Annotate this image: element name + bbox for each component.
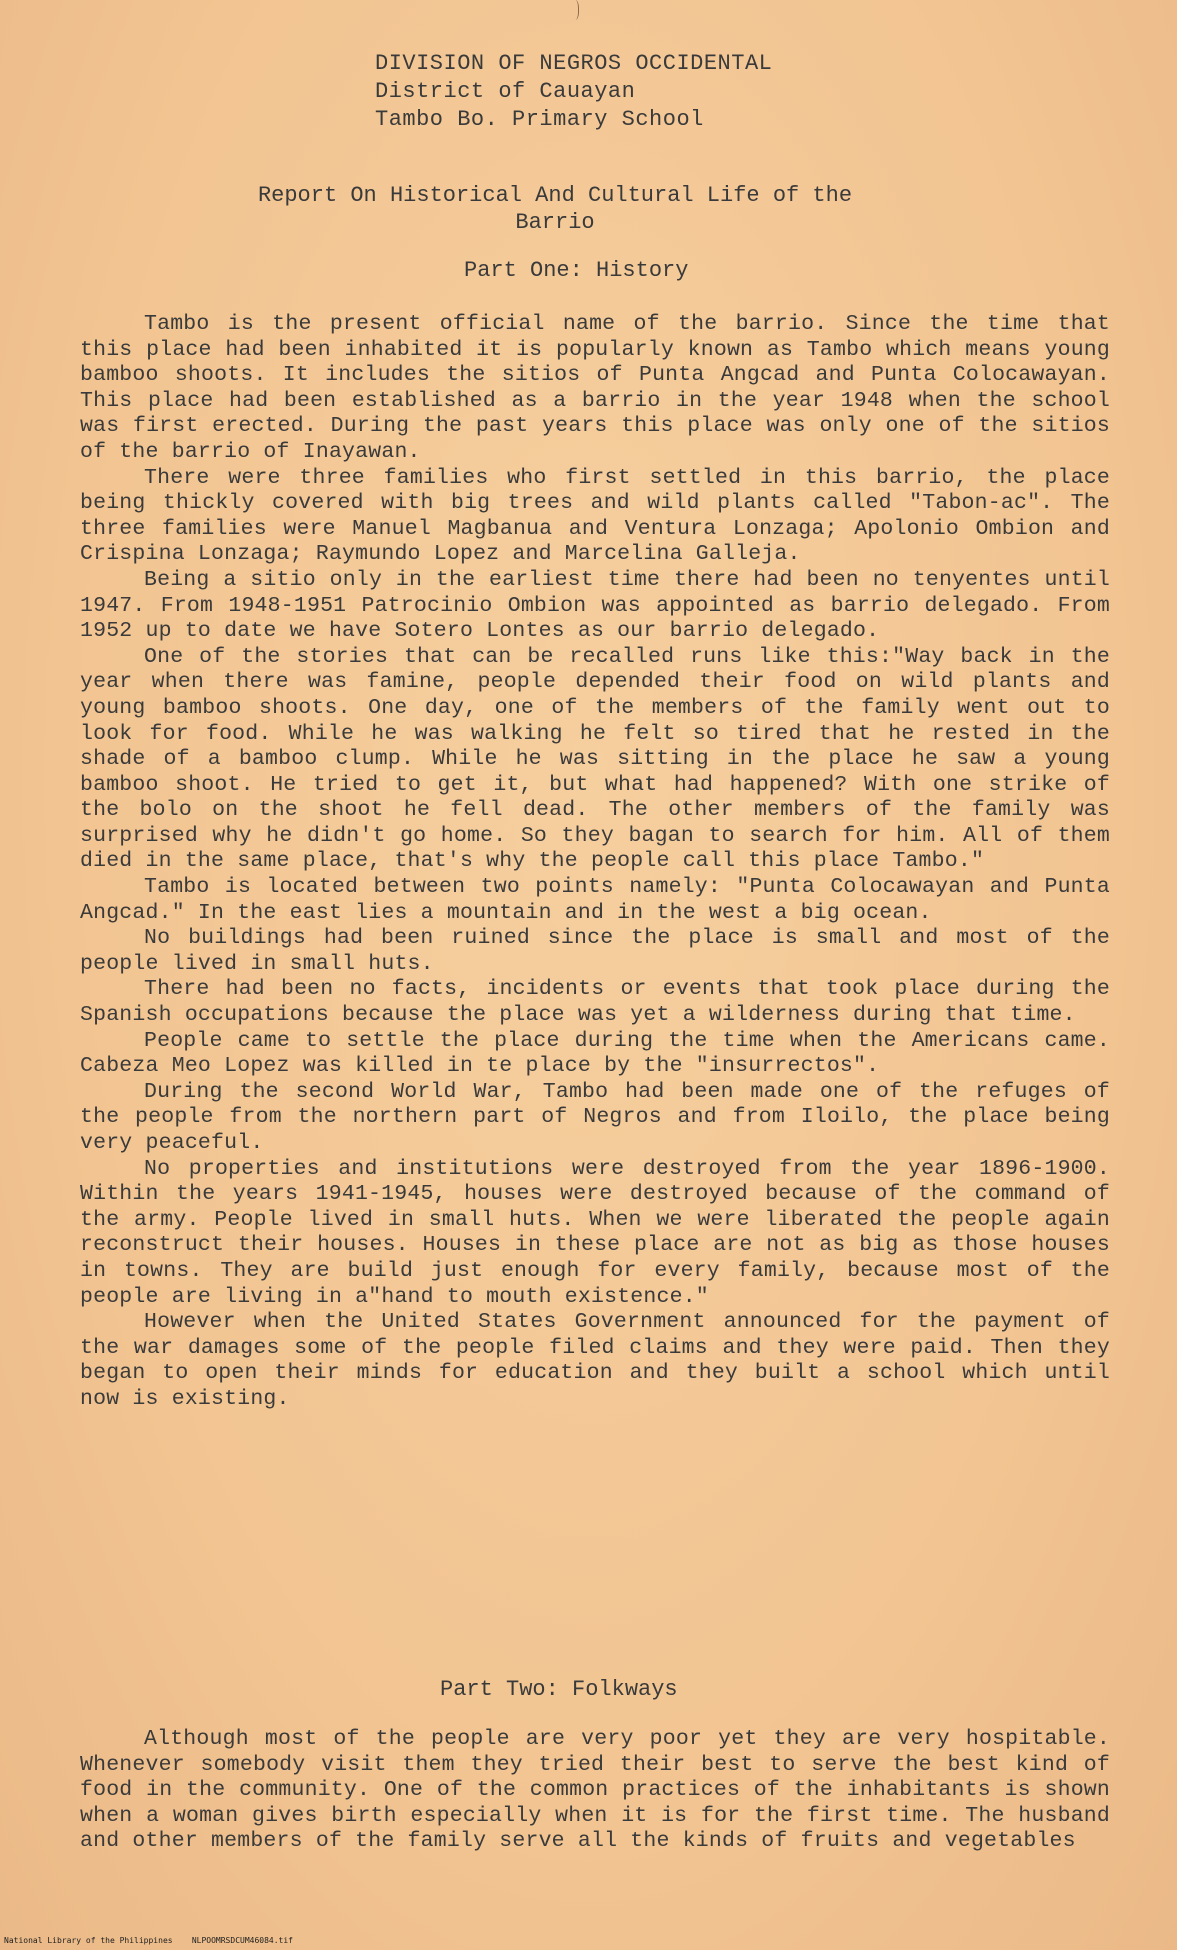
paragraph: People came to settle the place during the time when the Americans came. Cabeza Meo Lopez was killed in te place by the "insurrectos".: [80, 1028, 1110, 1079]
header-district: District of Cauayan: [375, 79, 636, 104]
paragraph: Although most of the people are very poor yet they are very hospitable. Whenever somebody visit them they tried their best to serve the best kind of food in the community. One of the common practices of the inhabitants is shown when a woman gives birth especially when it is for the first time. The husband and other members of the family serve all the kinds of fruits and vegetables: [80, 1727, 1110, 1854]
part-one-body: [80, 312, 1110, 1413]
document-header: [375, 50, 772, 134]
report-title-line2: Barrio: [515, 210, 595, 235]
pen-mark: [570, 0, 579, 20]
paragraph: Tambo is the present official name of the barrio. Since the time that this place had been inhabited it is popularly known as Tambo which means young bamboo shoots. It includes the sitios of Punta Angcad and Punta Colocawayan. This place had been established as a barrio in the year 1948 when the school was first erected. During the past years this place was only one of the sitios of the barrio of Inayawan.: [80, 312, 1110, 464]
report-title-line1: Report On Historical And Cultural Life of the: [257, 183, 853, 208]
part-two-body: [80, 1727, 1110, 1855]
header-division: DIVISION OF NEGROS OCCIDENTAL: [375, 51, 773, 76]
paragraph: No buildings had been ruined since the place is small and most of the people lived in small huts.: [80, 926, 1110, 976]
archive-footer: National Library of the Philippines NLPOOMRSDCUM46084.tif: [4, 1936, 293, 1945]
paragraph: One of the stories that can be recalled runs like this:"Way back in the year when there was famine, people depended their food on wild plants and young bamboo shoots. One day, one of the members of the family went out to look for food. While he was walking he felt so tired that he rested in the shade of a bamboo clump. While he was sitting in the place he saw a young bamboo shoot. He tried to get it, but what had happened? With one strike of the bolo on the shoot he fell dead. The other members of the family was surprised why he didn't go home. So they bagan to search for him. All of them died in the same place, that's why the people call this place Tambo.": [80, 644, 1110, 874]
paragraph: There had been no facts, incidents or events that took place during the Spanish occupations because the place was yet a wilderness during that time.: [80, 977, 1110, 1028]
paragraph: During the second World War, Tambo had been made one of the refuges of the people from the northern part of Negros and from Iloilo, the place being very peaceful.: [80, 1079, 1110, 1155]
paragraph: However when the United States Government announced for the payment of the war damages some of the people filed claims and they were paid. Then they began to open their minds for education and they built a school which until now is existing.: [80, 1310, 1110, 1411]
header-school: Tambo Bo. Primary School: [375, 107, 704, 132]
part-one-heading: Part One: History: [464, 258, 689, 283]
report-title: [195, 182, 915, 236]
paragraph: No properties and institutions were destroyed from the year 1896-1900. Within the years 1941-1945, houses were destroyed because of the command of the army. People lived in small huts. When we were liberated the people again reconstruct their houses. Houses in these place are not as big as those houses in towns. They are build just enough for every family, because most of the people are living in a"hand to mouth existence.": [80, 1156, 1110, 1309]
part-two-heading: Part Two: Folkways: [440, 1677, 678, 1702]
paragraph: Being a sitio only in the earliest time there had been no tenyentes until 1947. From 1948-1951 Patrocinio Ombion was appointed as barrio delegado. From 1952 up to date we have Sotero Lontes as our barrio delegado.: [80, 567, 1110, 644]
paragraph: There were three families who first settled in this barrio, the place being thickly covered with big trees and wild plants called "Tabon-ac". The three families were Manuel Magbanua and Ventura Lonzaga; Apolonio Ombion and Crispina Lonzaga; Raymundo Lopez and Marcelina Galleja.: [80, 465, 1110, 567]
paragraph: Tambo is located between two points namely: "Punta Colocawayan and Punta Angcad." In the east lies a mountain and in the west a big ocean.: [80, 875, 1110, 925]
